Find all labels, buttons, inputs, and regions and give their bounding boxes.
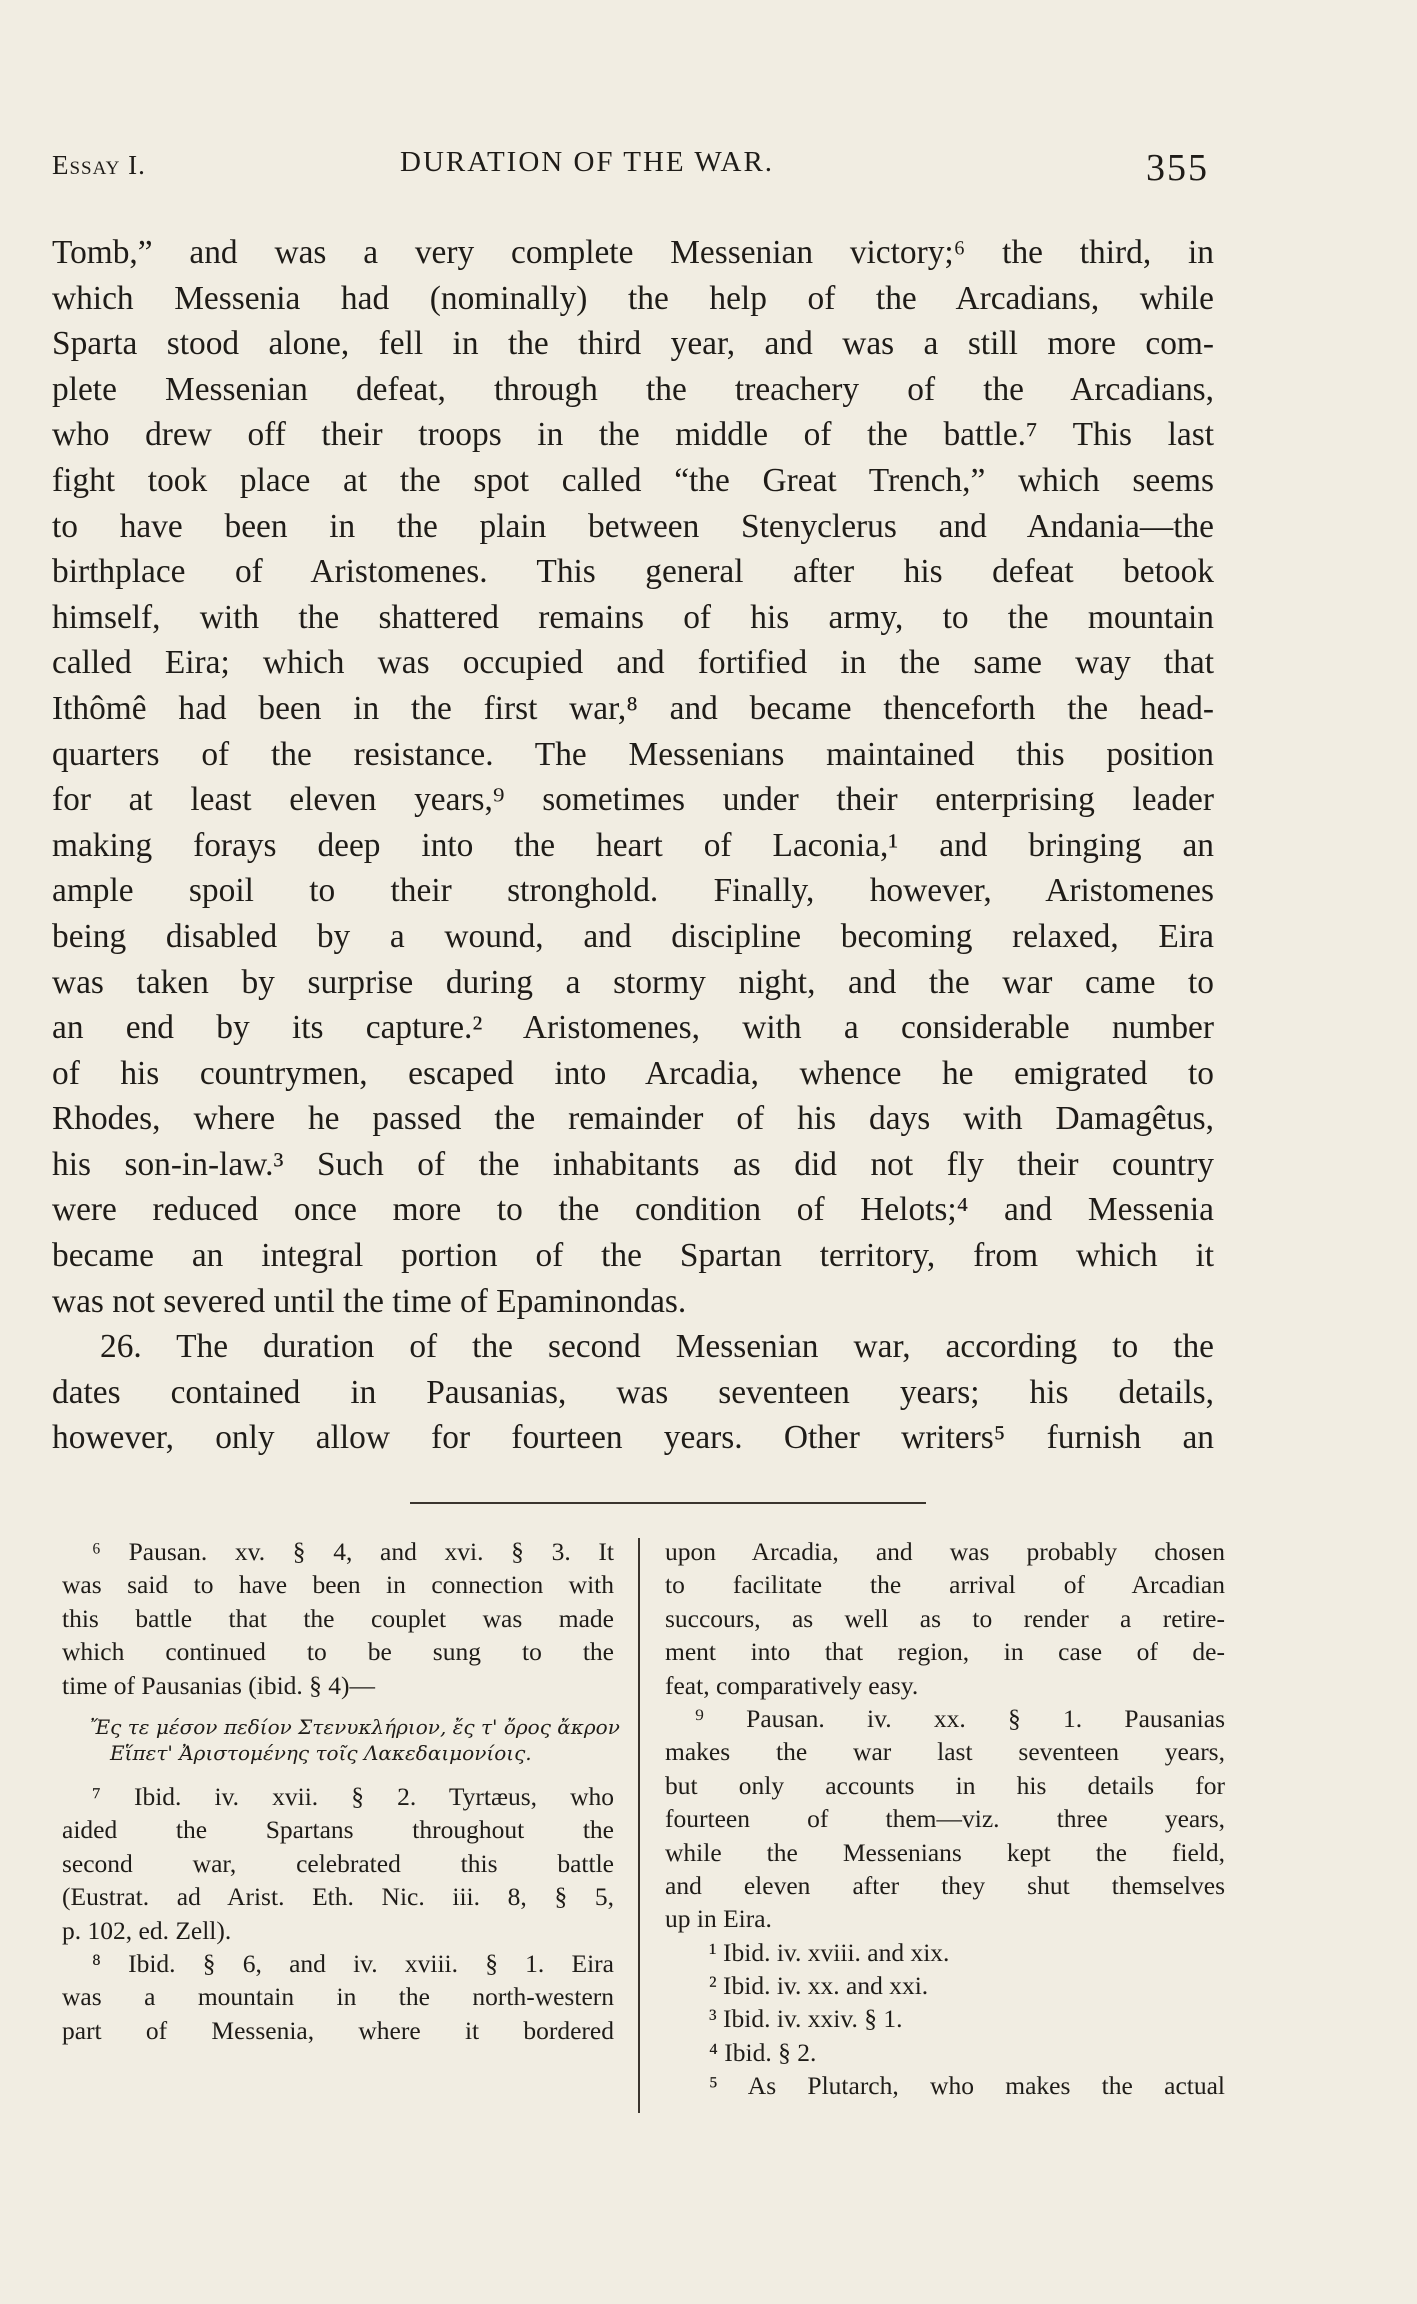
section-26-start: 26. The duration of the second Messenian war, according to the (100, 1328, 1214, 1366)
text-line: which Messenia had (nominally) the help of the Arcadians, while (52, 279, 1214, 317)
footnote-1: ¹ Ibid. iv. xviii. and xix. (709, 1937, 950, 1967)
footnote-2: ² Ibid. iv. xx. and xxi. (709, 1971, 929, 2001)
footnote-line: feat, comparatively easy. (665, 1670, 919, 1700)
text-line: an end by its capture.² Aristomenes, with a considerable number (52, 1009, 1214, 1047)
text-line: birthplace of Aristomenes. This general after his defeat betook (52, 553, 1214, 591)
text-line: of his countrymen, escaped into Arcadia, whence he emigrated to (52, 1054, 1214, 1092)
text-line: dates contained in Pausanias, was seventeen years; his details, (52, 1373, 1214, 1411)
greek-couplet (90, 1714, 620, 1766)
text-line: his son-in-law.³ Such of the inhabitants as did not fly their country (52, 1145, 1214, 1183)
text-line: plete Messenian defeat, through the treachery of the Arcadians, (52, 370, 1214, 408)
running-header-left: Essay I. (52, 150, 146, 180)
footnote-line: up in Eira. (665, 1904, 772, 1934)
footnote-line: ment into that region, in case of de- (665, 1637, 1225, 1667)
footnote-line: ⁷ Ibid. iv. xvii. § 2. Tyrtæus, who (92, 1781, 614, 1811)
text-line: called Eira; which was occupied and fortified in the same way that (52, 644, 1214, 682)
footnote-line: part of Messenia, where it bordered (62, 2015, 614, 2045)
text-line: became an integral portion of the Spartan territory, from which it (52, 1237, 1214, 1275)
footnote-line: and eleven after they shut themselves (665, 1870, 1225, 1900)
footnote-6 (62, 1535, 614, 1702)
page-number: 355 (1146, 147, 1209, 189)
footnote-line: aided the Spartans throughout the (62, 1815, 614, 1845)
footnote-rule (410, 1502, 926, 1504)
short-footnotes (665, 1936, 1225, 2103)
footnote-line: to facilitate the arrival of Arcadian (665, 1570, 1225, 1600)
footnote-line: p. 102, ed. Zell). (62, 1915, 232, 1945)
footnote-5: ⁵ As Plutarch, who makes the actual (709, 2071, 1225, 2101)
text-line: Ithômê had been in the first war,⁸ and became thenceforth the head- (52, 689, 1214, 727)
text-line: quarters of the resistance. The Messenians maintained this position (52, 735, 1214, 773)
footnote-line: upon Arcadia, and was probably chosen (665, 1537, 1225, 1566)
footnotes-right-column (665, 1535, 1225, 2103)
text-line: were reduced once more to the condition of Helots;⁴ and Messenia (52, 1191, 1214, 1229)
footnote-line: was a mountain in the north-western (62, 1982, 614, 2012)
footnote-line: ⁹ Pausan. iv. xx. § 1. Pausanias (695, 1703, 1225, 1733)
footnote-line: makes the war last seventeen years, (665, 1737, 1225, 1767)
footnote-column-divider (638, 1538, 640, 2113)
text-line: for at least eleven years,⁹ sometimes under their enterprising leader (52, 781, 1214, 819)
footnote-line: (Eustrat. ad Arist. Eth. Nic. iii. 8, § 5, (62, 1882, 614, 1912)
footnote-line: succours, as well as to render a retire- (665, 1603, 1225, 1633)
footnote-line: while the Messenians kept the field, (665, 1837, 1225, 1867)
footnote-8 (62, 1947, 614, 2047)
footnote-line: this battle that the couplet was made (62, 1603, 614, 1633)
text-line: being disabled by a wound, and discipline becoming relaxed, Eira (52, 917, 1214, 955)
footnote-4: ⁴ Ibid. § 2. (709, 2037, 817, 2067)
text-line: was not severed until the time of Epaminondas. (52, 1282, 687, 1320)
text-line: Rhodes, where he passed the remainder of his days with Damagêtus, (52, 1100, 1214, 1138)
text-line: to have been in the plain between Stenyclerus and Andania—the (52, 507, 1214, 545)
text-line: Tomb,” and was a very complete Messenian victory;⁶ the third, in (52, 234, 1214, 271)
footnote-7 (62, 1780, 614, 1947)
footnote-3: ³ Ibid. iv. xxiv. § 1. (709, 2004, 903, 2034)
greek-line: Εἵπετ' Ἀριστομένης τοῖς Λακεδαιμονίοις. (110, 1740, 532, 1765)
text-line: Sparta stood alone, fell in the third year, and was a still more com- (52, 325, 1214, 363)
text-line: making forays deep into the heart of Laconia,¹ and bringing an (52, 826, 1214, 864)
footnote-line: which continued to be sung to the (62, 1637, 614, 1667)
text-line: fight took place at the spot called “the Great Trench,” which seems (52, 461, 1214, 499)
greek-line: Ἔς τε μέσον πεδίον Στενυκλήριον, ἔς τ' ὄρος ἄκρον (90, 1714, 620, 1739)
running-header-title: DURATION OF THE WAR. (400, 146, 775, 178)
text-line: ample spoil to their stronghold. Finally, however, Aristomenes (52, 872, 1214, 910)
text-line: who drew off their troops in the middle of the battle.⁷ This last (52, 416, 1214, 454)
text-line: however, only allow for fourteen years. Other writers⁵ furnish an (52, 1419, 1214, 1457)
footnote-line: fourteen of them—viz. three years, (665, 1804, 1225, 1834)
footnotes-left-column (62, 1535, 620, 2047)
footnote-8-continued (665, 1535, 1225, 1702)
footnote-line: ⁶ Pausan. xv. § 4, and xvi. § 3. It (92, 1537, 614, 1566)
footnote-line: time of Pausanias (ibid. § 4)— (62, 1670, 376, 1700)
footnote-line: second war, celebrated this battle (62, 1848, 614, 1878)
footnote-line: ⁸ Ibid. § 6, and iv. xviii. § 1. Eira (92, 1948, 614, 1978)
text-line: himself, with the shattered remains of his army, to the mountain (52, 598, 1214, 636)
footnote-line: but only accounts in his details for (665, 1770, 1225, 1800)
footnote-9 (665, 1702, 1225, 1936)
footnote-line: was said to have been in connection with (62, 1570, 614, 1600)
main-text (52, 230, 1214, 1461)
text-line: was taken by surprise during a stormy night, and the war came to (52, 963, 1214, 1001)
